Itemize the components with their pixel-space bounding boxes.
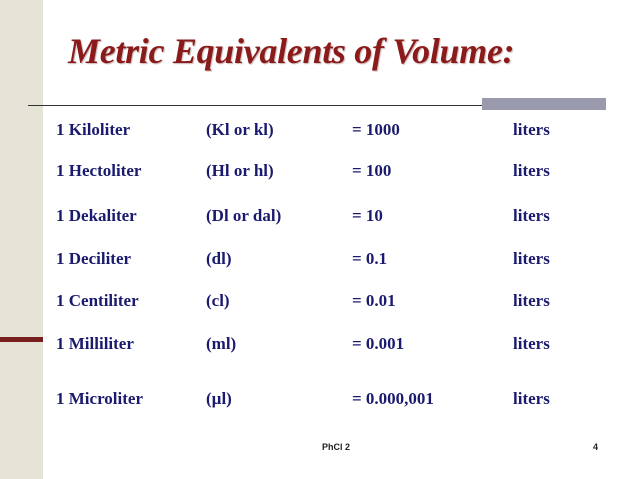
divider-accent-bar — [482, 98, 606, 110]
page-number: 4 — [593, 442, 599, 452]
unit-name: 1 Centiliter — [56, 291, 139, 310]
unit-name: 1 Deciliter — [56, 249, 132, 268]
unit-abbreviation: (cl) — [206, 291, 230, 310]
base-unit: liters — [513, 120, 550, 139]
unit-abbreviation: (dl) — [206, 249, 232, 268]
unit-abbreviation: (Kl or kl) — [206, 120, 274, 139]
equivalent-value: = 0.000,001 — [352, 389, 434, 408]
unit-name: 1 Hectoliter — [56, 161, 142, 180]
equivalent-value: = 1000 — [352, 120, 400, 139]
footer-label: PhCl 2 — [322, 442, 351, 452]
base-unit: liters — [513, 206, 550, 225]
equivalent-value: = 0.001 — [352, 334, 405, 353]
equivalent-value: = 0.1 — [352, 249, 388, 268]
unit-abbreviation: (µl) — [206, 389, 232, 408]
unit-abbreviation: (Hl or hl) — [206, 161, 274, 180]
table-row — [0, 206, 638, 230]
base-unit: liters — [513, 249, 550, 268]
unit-name: 1 Kiloliter — [56, 120, 131, 139]
unit-abbreviation: (ml) — [206, 334, 237, 353]
table-row — [0, 120, 638, 144]
equivalent-value: = 10 — [352, 206, 383, 225]
unit-name: 1 Milliliter — [56, 334, 134, 353]
equivalent-value: = 0.01 — [352, 291, 396, 310]
base-unit: liters — [513, 334, 550, 353]
equivalent-value: = 100 — [352, 161, 392, 180]
table-row — [0, 161, 638, 185]
table-row — [0, 389, 638, 413]
table-row — [0, 334, 638, 358]
unit-name: 1 Dekaliter — [56, 206, 137, 225]
unit-name: 1 Microliter — [56, 389, 144, 408]
base-unit: liters — [513, 161, 550, 180]
slide-title: Metric Equivalents of Volume: — [68, 31, 515, 71]
unit-abbreviation: (Dl or dal) — [206, 206, 282, 225]
base-unit: liters — [513, 389, 550, 408]
base-unit: liters — [513, 291, 550, 310]
table-row — [0, 249, 638, 273]
table-row — [0, 291, 638, 315]
